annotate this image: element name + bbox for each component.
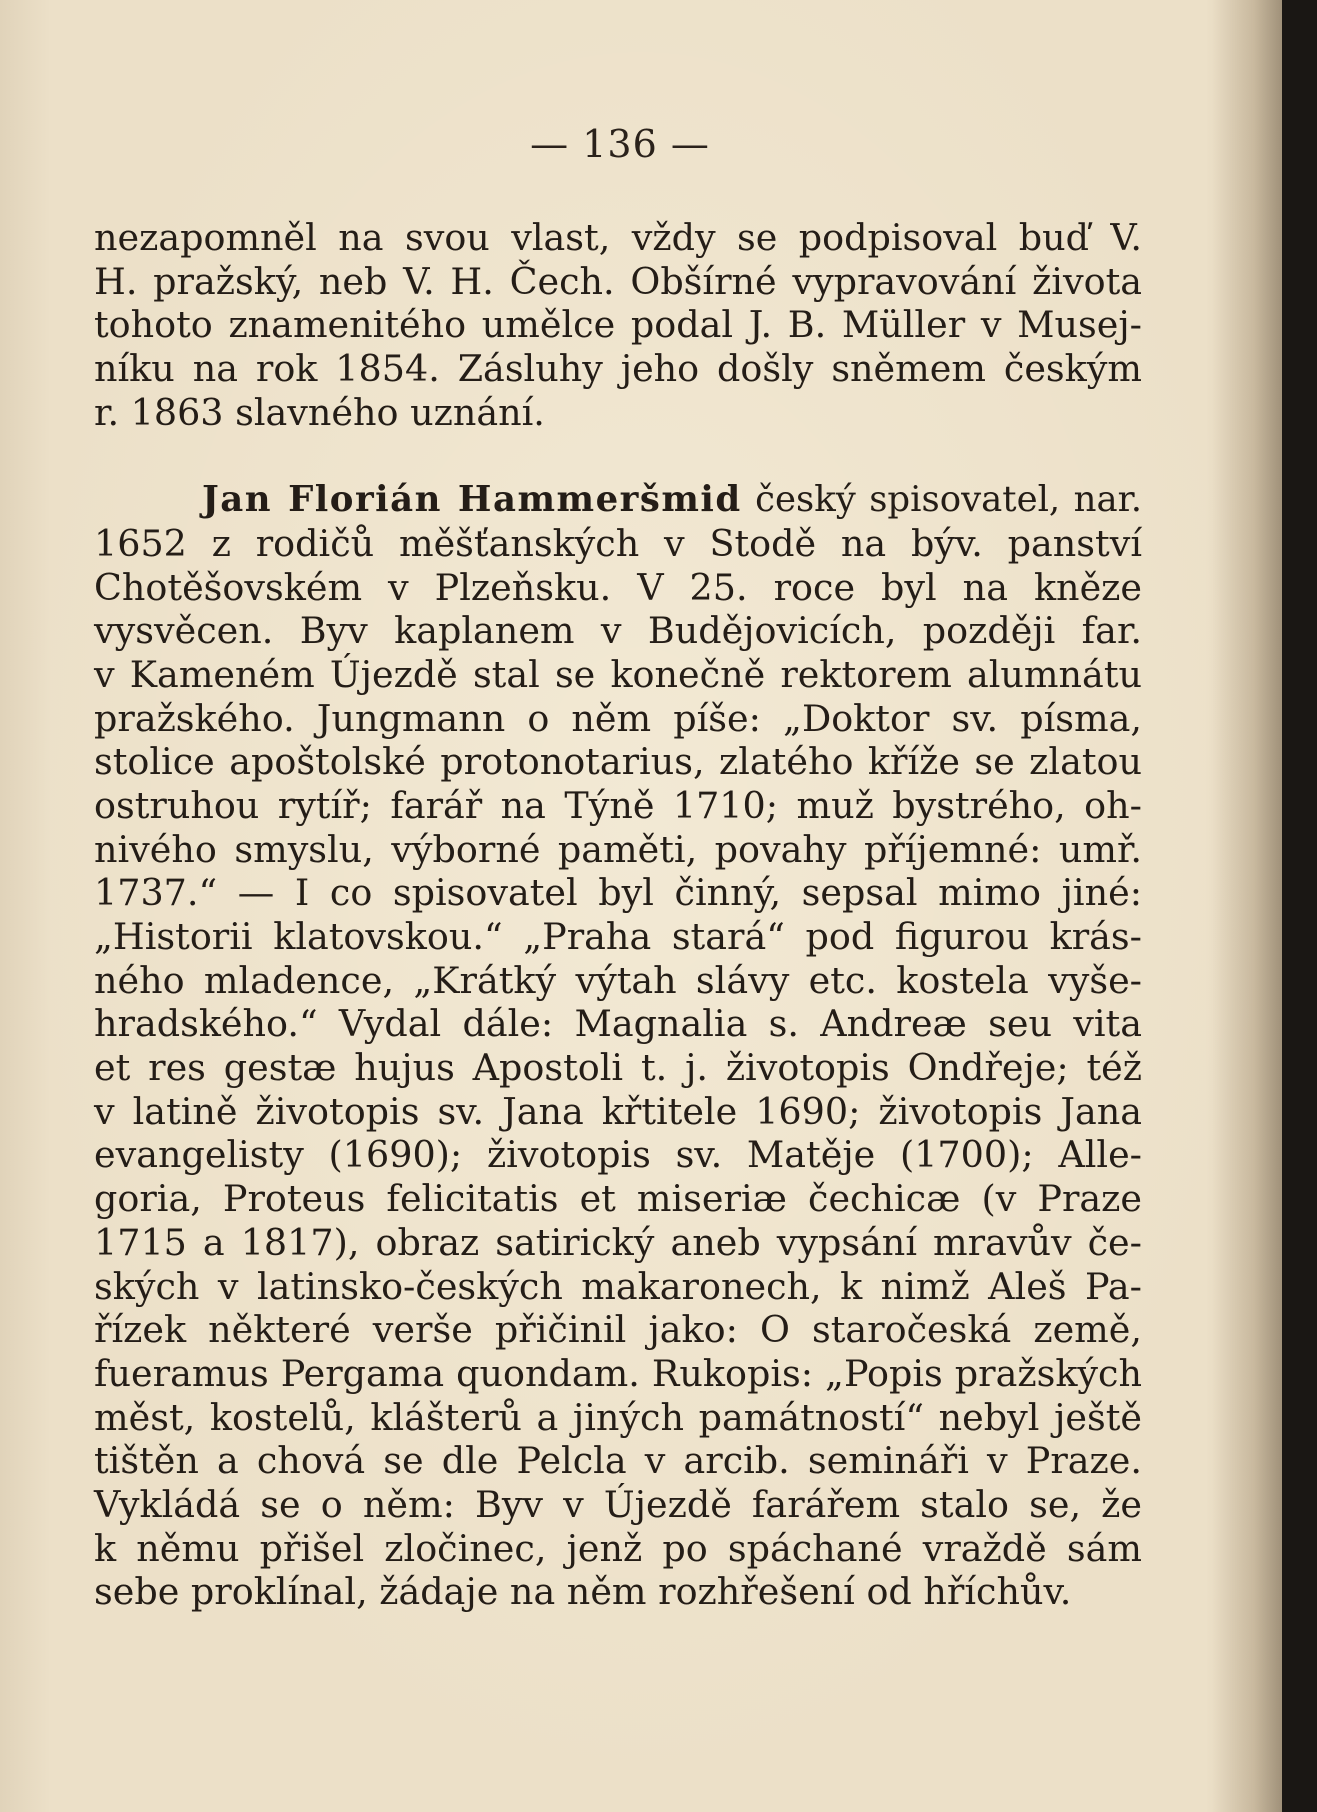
text-line: tištěn a chová se dle Pelcla v arcib. semináři v Praze. [94,1439,1142,1483]
entry-first-line-rest: český spisovatel, nar. [741,479,1142,521]
text-line: Vykládá se o něm: Byv v Újezdě farářem stalo se, že [94,1482,1142,1526]
page-gutter-shadow [1212,0,1282,1812]
text-line: sebe proklínal, žádaje na něm rozhřešení od hříchův. [94,1570,1072,1614]
text-line: ských v latinsko-českých makaronech, k nimž Aleš Pa- [94,1264,1142,1308]
text-line: v latině životopis sv. Jana křtitele 1690; životopis Jana [94,1089,1142,1133]
text-line: pražského. Jungmann o něm píše: „Doktor sv. písma, [94,696,1142,740]
text-line: nivého smyslu, výborné paměti, povahy příjemné: umř. [94,827,1142,871]
text-line: ostruhou rytíř; farář na Týně 1710; muž bystrého, oh- [94,783,1142,827]
text-line: evangelisty (1690); životopis sv. Matěje (1700); Alle- [94,1133,1142,1177]
text-line: měst, kostelů, klášterů a jiných památností“ nebyl ještě [94,1395,1142,1439]
text-line: níku na rok 1854. Zásluhy jeho došly sněmem českým [94,347,1142,391]
entry-first-line [94,478,1142,522]
text-line: „Historii klatovskou.“ „Praha stará“ pod figurou krás- [94,915,1142,958]
text-line: ného mladence, „Krátký výtah slávy etc. kostela vyše- [94,958,1142,1002]
paragraph-1 [94,216,1142,434]
text-line: nezapomněl na svou vlast, vždy se podpisoval buď V. [94,216,1142,259]
text-line: r. 1863 slavného uznání. [94,390,545,434]
text-line: 1652 z rodičů měšťanských v Stodě na býv. panství [94,521,1142,565]
page-number: — 136 — [530,122,710,166]
text-line: H. pražský, neb V. H. Čech. Obšírné vypravování života [94,259,1142,303]
paragraph-2 [94,478,1142,1614]
text-line: v Kameném Újezdě stal se konečně rektorem alumnátu [94,652,1142,696]
text-line: vysvěcen. Byv kaplanem v Budějovicích, později far. [94,609,1142,653]
text-line: tohoto znamenitého umělce podal J. B. Müller v Musej- [94,303,1142,347]
text-line: et res gestæ hujus Apostoli t. j. životopis Ondřeje; též [94,1046,1142,1090]
text-line: Chotěšovském v Plzeňsku. V 25. roce byl na kněze [94,565,1142,609]
text-line: hradského.“ Vydal dále: Magnalia s. Andreæ seu vita [94,1002,1142,1046]
text-line: stolice apoštolské protonotarius, zlatého kříže se zlatou [94,740,1142,784]
text-line: řízek některé verše přičinil jako: O staročeská země, [94,1308,1142,1352]
entry-heading-name: Jan Florián Hammeršmid [202,479,742,521]
paragraph-gap [94,434,1142,478]
text-line: goria, Proteus felicitatis et miseriæ čechicæ (v Praze [94,1177,1142,1221]
text-line: 1715 a 1817), obraz satirický aneb vypsání mravův če- [94,1220,1142,1264]
text-line: fueramus Pergama quondam. Rukopis: „Popis pražských [94,1351,1142,1395]
text-line: 1737.“ — I co spisovatel byl činný, sepsal mimo jiné: [94,871,1142,915]
text-line: k němu přišel zločinec, jenž po spáchané vraždě sám [94,1526,1142,1570]
body-text [94,216,1142,1614]
